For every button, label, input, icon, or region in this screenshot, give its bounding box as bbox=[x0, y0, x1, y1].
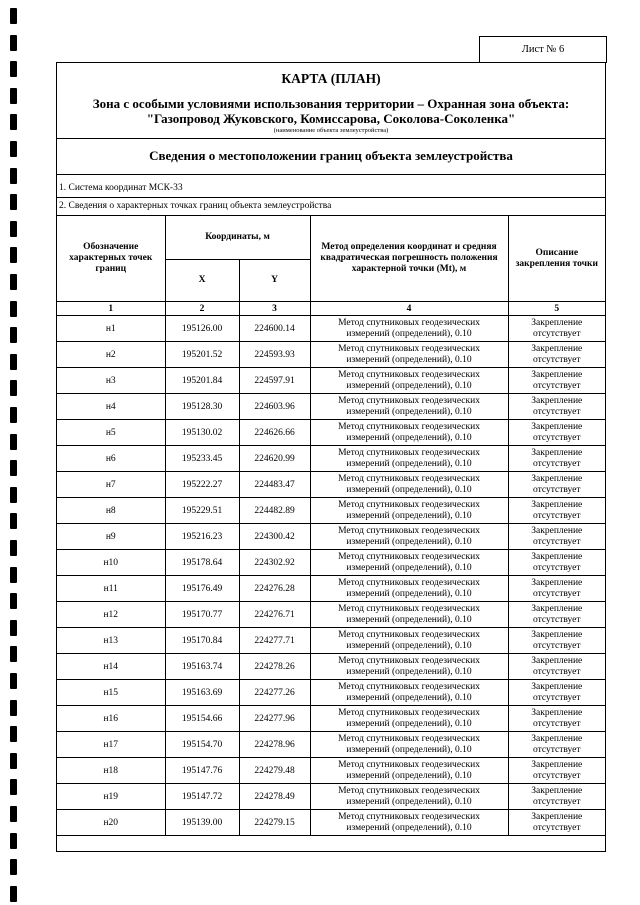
description-text: Закрепление bbox=[531, 369, 583, 380]
method-text: измерений (определений), 0.10 bbox=[346, 640, 472, 651]
method-text: Метод спутниковых геодезических bbox=[338, 395, 480, 406]
column-number: 3 bbox=[239, 302, 310, 316]
binder-hole bbox=[10, 886, 17, 902]
binder-hole bbox=[10, 567, 17, 583]
description-text: отсутствует bbox=[533, 770, 581, 781]
point-name: н15 bbox=[57, 680, 165, 706]
table-row bbox=[57, 810, 605, 836]
table-row bbox=[57, 498, 605, 524]
header-method: Метод определения координат и средняя квадратическая погрешность положения характерной точки (Mt), м bbox=[310, 216, 508, 302]
binder-hole bbox=[10, 354, 17, 370]
binder-hole bbox=[10, 726, 17, 742]
binder-hole bbox=[10, 407, 17, 423]
method-text: измерений (определений), 0.10 bbox=[346, 458, 472, 469]
method-text: Метод спутниковых геодезических bbox=[338, 447, 480, 458]
description-text: Закрепление bbox=[531, 785, 583, 796]
description-text: Закрепление bbox=[531, 525, 583, 536]
binder-hole bbox=[10, 88, 17, 104]
coord-y: 224597.91 bbox=[239, 368, 310, 394]
binder-hole bbox=[10, 700, 17, 716]
description-text: Закрепление bbox=[531, 629, 583, 640]
point-name: н4 bbox=[57, 394, 165, 420]
point-name: н2 bbox=[57, 342, 165, 368]
coord-x: 195233.45 bbox=[165, 446, 239, 472]
table-row bbox=[57, 394, 605, 420]
method-cell bbox=[310, 758, 508, 784]
header-label: Обозначение характерных точек границ bbox=[57, 216, 165, 302]
method-text: Метод спутниковых геодезических bbox=[338, 473, 480, 484]
title-block bbox=[57, 63, 605, 138]
description-text: Закрепление bbox=[531, 759, 583, 770]
description-cell bbox=[508, 368, 605, 394]
table-row bbox=[57, 576, 605, 602]
method-text: измерений (определений), 0.10 bbox=[346, 744, 472, 755]
table-row bbox=[57, 784, 605, 810]
method-text: измерений (определений), 0.10 bbox=[346, 796, 472, 807]
method-text: Метод спутниковых геодезических bbox=[338, 577, 480, 588]
coord-x: 195154.66 bbox=[165, 706, 239, 732]
description-text: отсутствует bbox=[533, 718, 581, 729]
description-cell bbox=[508, 498, 605, 524]
point-name: н13 bbox=[57, 628, 165, 654]
description-text: Закрепление bbox=[531, 733, 583, 744]
description-text: отсутствует bbox=[533, 614, 581, 625]
description-cell bbox=[508, 316, 605, 342]
coord-y: 224626.66 bbox=[239, 420, 310, 446]
method-text: Метод спутниковых геодезических bbox=[338, 707, 480, 718]
method-cell bbox=[310, 810, 508, 836]
table-row bbox=[57, 342, 605, 368]
method-text: Метод спутниковых геодезических bbox=[338, 733, 480, 744]
binder-hole bbox=[10, 194, 17, 210]
binder-hole bbox=[10, 141, 17, 157]
coord-x: 195130.02 bbox=[165, 420, 239, 446]
method-text: измерений (определений), 0.10 bbox=[346, 406, 472, 417]
column-number: 4 bbox=[310, 302, 508, 316]
table-row bbox=[57, 524, 605, 550]
coord-x: 195178.64 bbox=[165, 550, 239, 576]
description-text: Закрепление bbox=[531, 447, 583, 458]
coord-y: 224278.96 bbox=[239, 732, 310, 758]
coord-y: 224278.49 bbox=[239, 784, 310, 810]
method-cell bbox=[310, 654, 508, 680]
binder-hole bbox=[10, 327, 17, 343]
description-text: Закрепление bbox=[531, 655, 583, 666]
column-number: 2 bbox=[165, 302, 239, 316]
table-row bbox=[57, 316, 605, 342]
point-name: н3 bbox=[57, 368, 165, 394]
description-text: Закрепление bbox=[531, 473, 583, 484]
method-cell bbox=[310, 420, 508, 446]
coord-y: 224482.89 bbox=[239, 498, 310, 524]
coord-y: 224279.15 bbox=[239, 810, 310, 836]
coord-x: 195222.27 bbox=[165, 472, 239, 498]
point-name: н19 bbox=[57, 784, 165, 810]
method-text: Метод спутниковых геодезических bbox=[338, 551, 480, 562]
point-name: н12 bbox=[57, 602, 165, 628]
method-text: Метод спутниковых геодезических bbox=[338, 681, 480, 692]
method-text: Метод спутниковых геодезических bbox=[338, 421, 480, 432]
method-cell bbox=[310, 342, 508, 368]
binder-hole bbox=[10, 434, 17, 450]
map-frame bbox=[56, 62, 606, 852]
description-text: Закрепление bbox=[531, 681, 583, 692]
coord-x: 195201.84 bbox=[165, 368, 239, 394]
method-text: измерений (определений), 0.10 bbox=[346, 354, 472, 365]
method-cell bbox=[310, 550, 508, 576]
coord-y: 224620.99 bbox=[239, 446, 310, 472]
description-cell bbox=[508, 524, 605, 550]
coord-x: 195147.72 bbox=[165, 784, 239, 810]
description-cell bbox=[508, 732, 605, 758]
point-name: н17 bbox=[57, 732, 165, 758]
description-text: отсутствует bbox=[533, 458, 581, 469]
coord-y: 224279.48 bbox=[239, 758, 310, 784]
column-number: 1 bbox=[57, 302, 165, 316]
point-name: н14 bbox=[57, 654, 165, 680]
method-cell bbox=[310, 602, 508, 628]
description-text: Закрепление bbox=[531, 551, 583, 562]
table-row bbox=[57, 472, 605, 498]
coord-y: 224277.96 bbox=[239, 706, 310, 732]
sheet-number: Лист № 6 bbox=[479, 36, 607, 63]
description-text: отсутствует bbox=[533, 380, 581, 391]
description-cell bbox=[508, 394, 605, 420]
point-name: н9 bbox=[57, 524, 165, 550]
coord-x: 195170.84 bbox=[165, 628, 239, 654]
coord-x: 195201.52 bbox=[165, 342, 239, 368]
method-text: измерений (определений), 0.10 bbox=[346, 510, 472, 521]
document-title: КАРТА (ПЛАН) bbox=[281, 71, 381, 86]
table-row bbox=[57, 368, 605, 394]
point-name: н16 bbox=[57, 706, 165, 732]
description-text: Закрепление bbox=[531, 603, 583, 614]
coord-x: 195126.00 bbox=[165, 316, 239, 342]
binder-hole bbox=[10, 221, 17, 237]
point-name: н5 bbox=[57, 420, 165, 446]
object-caption: (наименование объекта землеустройства) bbox=[273, 127, 389, 134]
method-text: Метод спутниковых геодезических bbox=[338, 343, 480, 354]
point-name: н8 bbox=[57, 498, 165, 524]
method-cell bbox=[310, 784, 508, 810]
point-name: н6 bbox=[57, 446, 165, 472]
description-text: отсутствует bbox=[533, 588, 581, 599]
description-text: отсутствует bbox=[533, 640, 581, 651]
description-cell bbox=[508, 446, 605, 472]
description-cell bbox=[508, 758, 605, 784]
description-cell bbox=[508, 550, 605, 576]
point-name: н10 bbox=[57, 550, 165, 576]
binder-hole bbox=[10, 35, 17, 51]
method-text: Метод спутниковых геодезических bbox=[338, 655, 480, 666]
description-text: Закрепление bbox=[531, 317, 583, 328]
method-text: Метод спутниковых геодезических bbox=[338, 317, 480, 328]
method-text: измерений (определений), 0.10 bbox=[346, 666, 472, 677]
description-text: отсутствует bbox=[533, 744, 581, 755]
binder-hole bbox=[10, 859, 17, 875]
description-cell bbox=[508, 628, 605, 654]
coord-y: 224483.47 bbox=[239, 472, 310, 498]
binder-hole bbox=[10, 301, 17, 317]
table-row bbox=[57, 628, 605, 654]
binder-hole bbox=[10, 114, 17, 130]
method-cell bbox=[310, 498, 508, 524]
method-text: Метод спутниковых геодезических bbox=[338, 369, 480, 380]
coord-y: 224300.42 bbox=[239, 524, 310, 550]
method-text: Метод спутниковых геодезических bbox=[338, 629, 480, 640]
method-text: Метод спутниковых геодезических bbox=[338, 759, 480, 770]
method-cell bbox=[310, 472, 508, 498]
description-cell bbox=[508, 472, 605, 498]
method-text: измерений (определений), 0.10 bbox=[346, 770, 472, 781]
method-text: измерений (определений), 0.10 bbox=[346, 692, 472, 703]
description-text: отсутствует bbox=[533, 562, 581, 573]
method-text: измерений (определений), 0.10 bbox=[346, 614, 472, 625]
coord-y: 224603.96 bbox=[239, 394, 310, 420]
method-cell bbox=[310, 732, 508, 758]
method-text: Метод спутниковых геодезических bbox=[338, 525, 480, 536]
coord-y: 224600.14 bbox=[239, 316, 310, 342]
method-text: измерений (определений), 0.10 bbox=[346, 822, 472, 833]
table-row bbox=[57, 758, 605, 784]
coord-x: 195139.00 bbox=[165, 810, 239, 836]
binder-hole bbox=[10, 487, 17, 503]
table-row bbox=[57, 446, 605, 472]
coord-y: 224276.71 bbox=[239, 602, 310, 628]
header-x: X bbox=[165, 260, 239, 302]
binder-hole bbox=[10, 8, 17, 24]
coord-x: 195163.74 bbox=[165, 654, 239, 680]
method-cell bbox=[310, 706, 508, 732]
section-title: Сведения о местоположении границ объекта землеустройства bbox=[149, 148, 513, 163]
method-cell bbox=[310, 316, 508, 342]
binder-hole bbox=[10, 247, 17, 263]
method-text: измерений (определений), 0.10 bbox=[346, 718, 472, 729]
method-cell bbox=[310, 394, 508, 420]
description-cell bbox=[508, 602, 605, 628]
method-cell bbox=[310, 368, 508, 394]
method-cell bbox=[310, 628, 508, 654]
method-text: измерений (определений), 0.10 bbox=[346, 588, 472, 599]
binder-holes bbox=[10, 0, 22, 905]
coord-x: 195170.77 bbox=[165, 602, 239, 628]
points-section-title: 2. Сведения о характерных точках границ объекта землеустройства bbox=[59, 201, 332, 211]
zone-title-line-1: Зона с особыми условиями использования территории – Охранная зона объекта: bbox=[92, 96, 570, 111]
header-coords: Координаты, м bbox=[165, 216, 310, 260]
binder-hole bbox=[10, 168, 17, 184]
method-text: Метод спутниковых геодезических bbox=[338, 603, 480, 614]
binder-hole bbox=[10, 513, 17, 529]
method-text: измерений (определений), 0.10 bbox=[346, 562, 472, 573]
binder-hole bbox=[10, 620, 17, 636]
description-text: отсутствует bbox=[533, 822, 581, 833]
description-cell bbox=[508, 680, 605, 706]
coord-y: 224278.26 bbox=[239, 654, 310, 680]
description-text: Закрепление bbox=[531, 395, 583, 406]
zone-title-line-2: "Газопровод Жуковского, Комиссарова, Соколова-Соколенка" bbox=[146, 111, 516, 126]
binder-hole bbox=[10, 806, 17, 822]
description-text: отсутствует bbox=[533, 328, 581, 339]
table-row bbox=[57, 420, 605, 446]
description-text: отсутствует bbox=[533, 432, 581, 443]
table-row bbox=[57, 732, 605, 758]
binder-hole bbox=[10, 593, 17, 609]
description-cell bbox=[508, 706, 605, 732]
description-text: Закрепление bbox=[531, 343, 583, 354]
method-cell bbox=[310, 576, 508, 602]
header-y: Y bbox=[239, 260, 310, 302]
coord-x: 195154.70 bbox=[165, 732, 239, 758]
method-cell bbox=[310, 680, 508, 706]
description-text: отсутствует bbox=[533, 666, 581, 677]
binder-hole bbox=[10, 380, 17, 396]
description-text: Закрепление bbox=[531, 499, 583, 510]
description-text: отсутствует bbox=[533, 692, 581, 703]
binder-hole bbox=[10, 646, 17, 662]
method-text: измерений (определений), 0.10 bbox=[346, 484, 472, 495]
table-row bbox=[57, 602, 605, 628]
description-text: отсутствует bbox=[533, 536, 581, 547]
method-text: Метод спутниковых геодезических bbox=[338, 811, 480, 822]
table-row bbox=[57, 680, 605, 706]
description-text: Закрепление bbox=[531, 707, 583, 718]
point-name: н11 bbox=[57, 576, 165, 602]
description-text: отсутствует bbox=[533, 510, 581, 521]
column-number: 5 bbox=[508, 302, 605, 316]
description-cell bbox=[508, 342, 605, 368]
method-text: Метод спутниковых геодезических bbox=[338, 499, 480, 510]
coord-y: 224277.71 bbox=[239, 628, 310, 654]
method-cell bbox=[310, 446, 508, 472]
table-row bbox=[57, 654, 605, 680]
description-text: отсутствует bbox=[533, 354, 581, 365]
coord-x: 195216.23 bbox=[165, 524, 239, 550]
binder-hole bbox=[10, 540, 17, 556]
binder-hole bbox=[10, 779, 17, 795]
coord-y: 224277.26 bbox=[239, 680, 310, 706]
binder-hole bbox=[10, 460, 17, 476]
table-row bbox=[57, 706, 605, 732]
coord-x: 195176.49 bbox=[165, 576, 239, 602]
method-text: измерений (определений), 0.10 bbox=[346, 536, 472, 547]
binder-hole bbox=[10, 274, 17, 290]
coordinate-system: 1. Система координат МСК-33 bbox=[59, 183, 183, 193]
binder-hole bbox=[10, 61, 17, 77]
description-text: Закрепление bbox=[531, 811, 583, 822]
coord-y: 224276.28 bbox=[239, 576, 310, 602]
method-text: Метод спутниковых геодезических bbox=[338, 785, 480, 796]
description-text: Закрепление bbox=[531, 421, 583, 432]
description-cell bbox=[508, 420, 605, 446]
description-cell bbox=[508, 784, 605, 810]
point-name: н1 bbox=[57, 316, 165, 342]
coord-y: 224593.93 bbox=[239, 342, 310, 368]
description-cell bbox=[508, 810, 605, 836]
method-text: измерений (определений), 0.10 bbox=[346, 432, 472, 443]
description-text: отсутствует bbox=[533, 406, 581, 417]
table-row bbox=[57, 550, 605, 576]
description-cell bbox=[508, 576, 605, 602]
description-text: отсутствует bbox=[533, 796, 581, 807]
description-text: отсутствует bbox=[533, 484, 581, 495]
binder-hole bbox=[10, 673, 17, 689]
divider bbox=[57, 174, 605, 175]
method-text: измерений (определений), 0.10 bbox=[346, 380, 472, 391]
header-description: Описание закрепления точки bbox=[508, 216, 605, 302]
method-text: измерений (определений), 0.10 bbox=[346, 328, 472, 339]
method-cell bbox=[310, 524, 508, 550]
point-name: н18 bbox=[57, 758, 165, 784]
description-cell bbox=[508, 654, 605, 680]
coord-x: 195229.51 bbox=[165, 498, 239, 524]
coord-x: 195147.76 bbox=[165, 758, 239, 784]
coord-x: 195163.69 bbox=[165, 680, 239, 706]
coord-x: 195128.30 bbox=[165, 394, 239, 420]
description-text: Закрепление bbox=[531, 577, 583, 588]
divider bbox=[57, 197, 605, 198]
point-name: н7 bbox=[57, 472, 165, 498]
binder-hole bbox=[10, 833, 17, 849]
point-name: н20 bbox=[57, 810, 165, 836]
binder-hole bbox=[10, 753, 17, 769]
coord-y: 224302.92 bbox=[239, 550, 310, 576]
points-table bbox=[57, 215, 605, 836]
